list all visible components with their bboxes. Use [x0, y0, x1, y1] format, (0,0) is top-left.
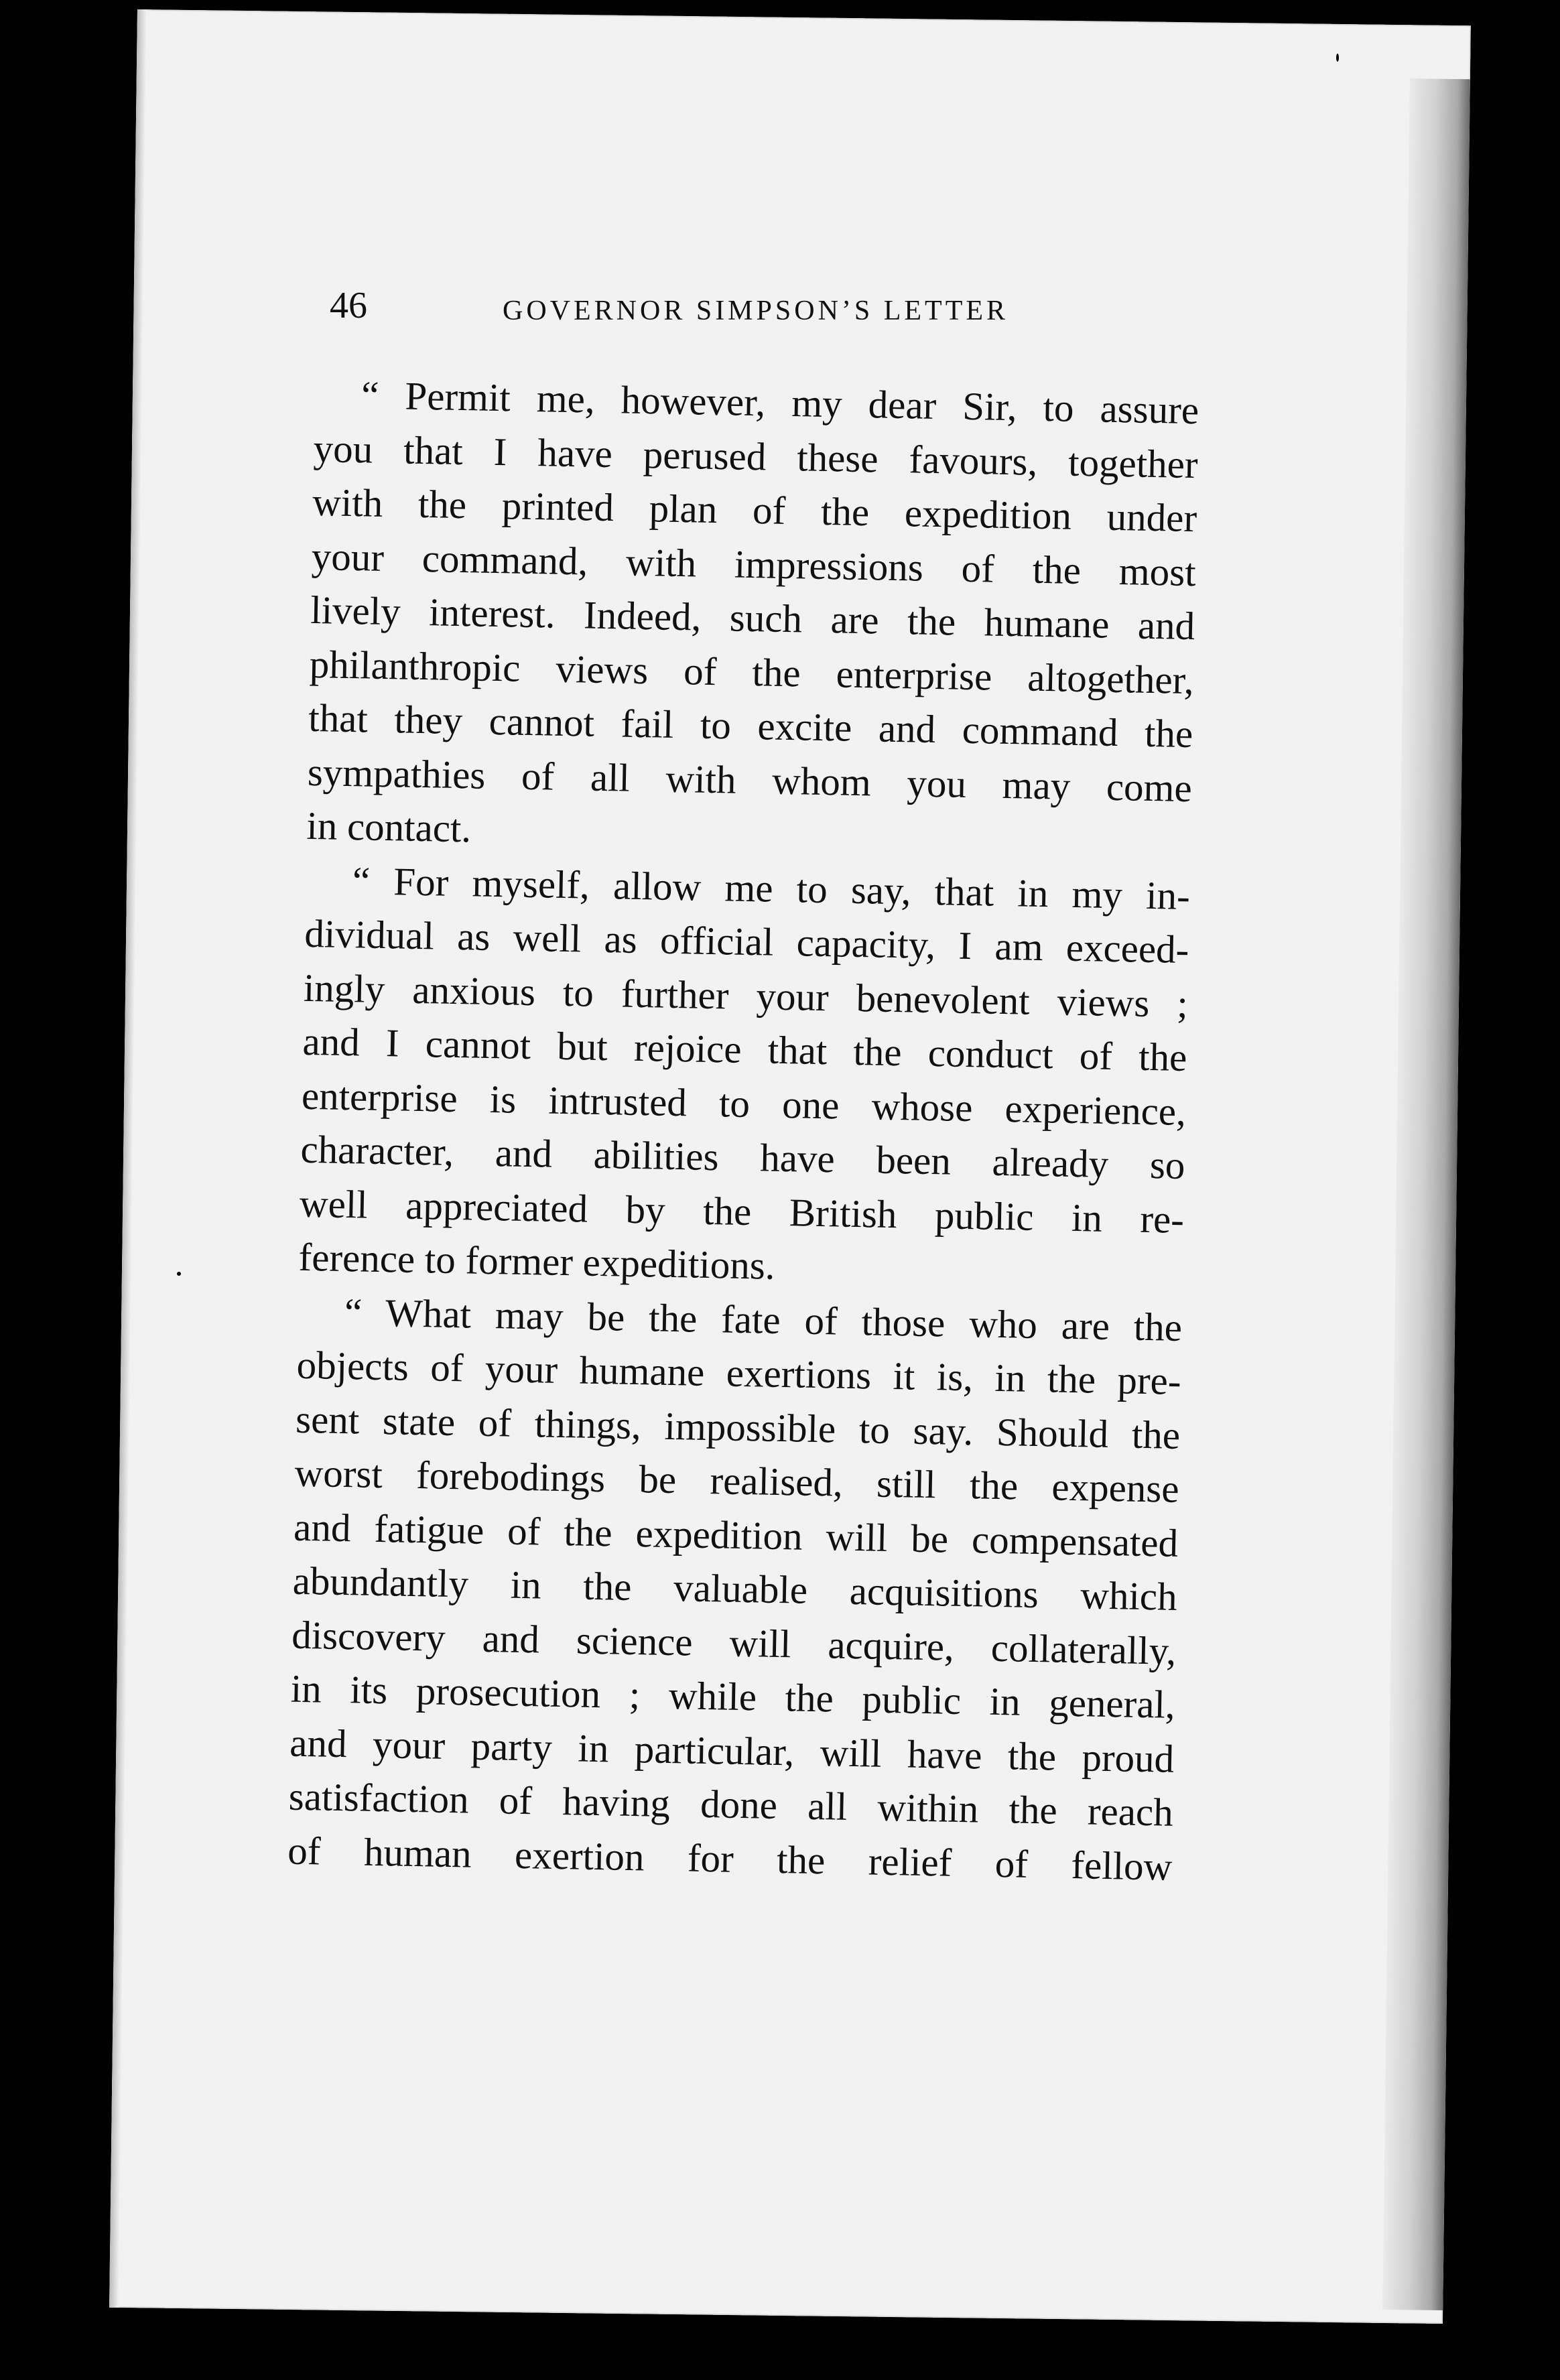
text-line: philanthropic views of the enterprise altogether,	[309, 641, 1195, 702]
speck	[177, 1272, 181, 1276]
text-line: character, and abilities have been already so	[300, 1126, 1185, 1187]
speck	[1336, 54, 1339, 62]
body-text	[287, 367, 1199, 1894]
text-line: abundantly in the valuable acquisitions which	[292, 1558, 1178, 1619]
speck	[1552, 1936, 1559, 1947]
text-line: and your party in particular, will have the proud	[289, 1720, 1175, 1781]
text-line: and fatigue of the expedition will be compensated	[293, 1504, 1179, 1565]
text-line: “ Permit me, however, my dear Sir, to assure	[361, 373, 1199, 433]
page-gutter	[109, 9, 147, 2308]
text-line: objects of your humane exertions it is, in the pre-	[296, 1342, 1182, 1403]
text-line: sympathies of all with whom you may come	[307, 749, 1193, 810]
text-line: discovery and science will acquire, collaterally,	[291, 1612, 1177, 1673]
text-line: “ What may be the fate of those who are the	[344, 1289, 1183, 1349]
text-line: you that I have perused these favours, together	[313, 425, 1199, 486]
text-line: worst forebodings be realised, still the expense	[294, 1450, 1180, 1511]
page-number: 46	[330, 285, 367, 326]
text-line: with the printed plan of the expedition under	[312, 479, 1197, 541]
text-line: in its prosecution ; while the public in general,	[290, 1666, 1176, 1727]
page-edge-shadow	[1382, 78, 1470, 2310]
running-head: GOVERNOR SIMPSON’S LETTER	[503, 295, 1009, 326]
text-line: your command, with impressions of the most	[311, 533, 1197, 594]
text-line: ference to former expeditions.	[298, 1234, 776, 1288]
speck	[9, 2238, 15, 2254]
text-line: ingly anxious to further your benevolent views ;	[303, 965, 1189, 1026]
page-header	[330, 284, 1214, 344]
text-line: that they cannot fail to excite and command the	[308, 695, 1193, 756]
text-line: satisfaction of having done all within the reach	[288, 1774, 1174, 1835]
text-line: dividual as well as official capacity, I am exceed-	[304, 911, 1189, 972]
speck	[3, 1575, 5, 1589]
text-line: “ For myself, allow me to say, that in my in-	[352, 858, 1191, 918]
text-line: in contact.	[306, 803, 472, 851]
text-line: enterprise is intrusted to one whose experience,	[301, 1073, 1187, 1134]
text-line: of human exertion for the relief of fellow	[287, 1828, 1173, 1889]
text-line: lively interest. Indeed, such are the humane and	[310, 587, 1195, 649]
text-line: sent state of things, impossible to say. Should the	[295, 1396, 1181, 1457]
text-line: and I cannot but rejoice that the conduct of the	[302, 1018, 1187, 1080]
text-line: well appreciated by the British public in re-	[299, 1181, 1185, 1242]
